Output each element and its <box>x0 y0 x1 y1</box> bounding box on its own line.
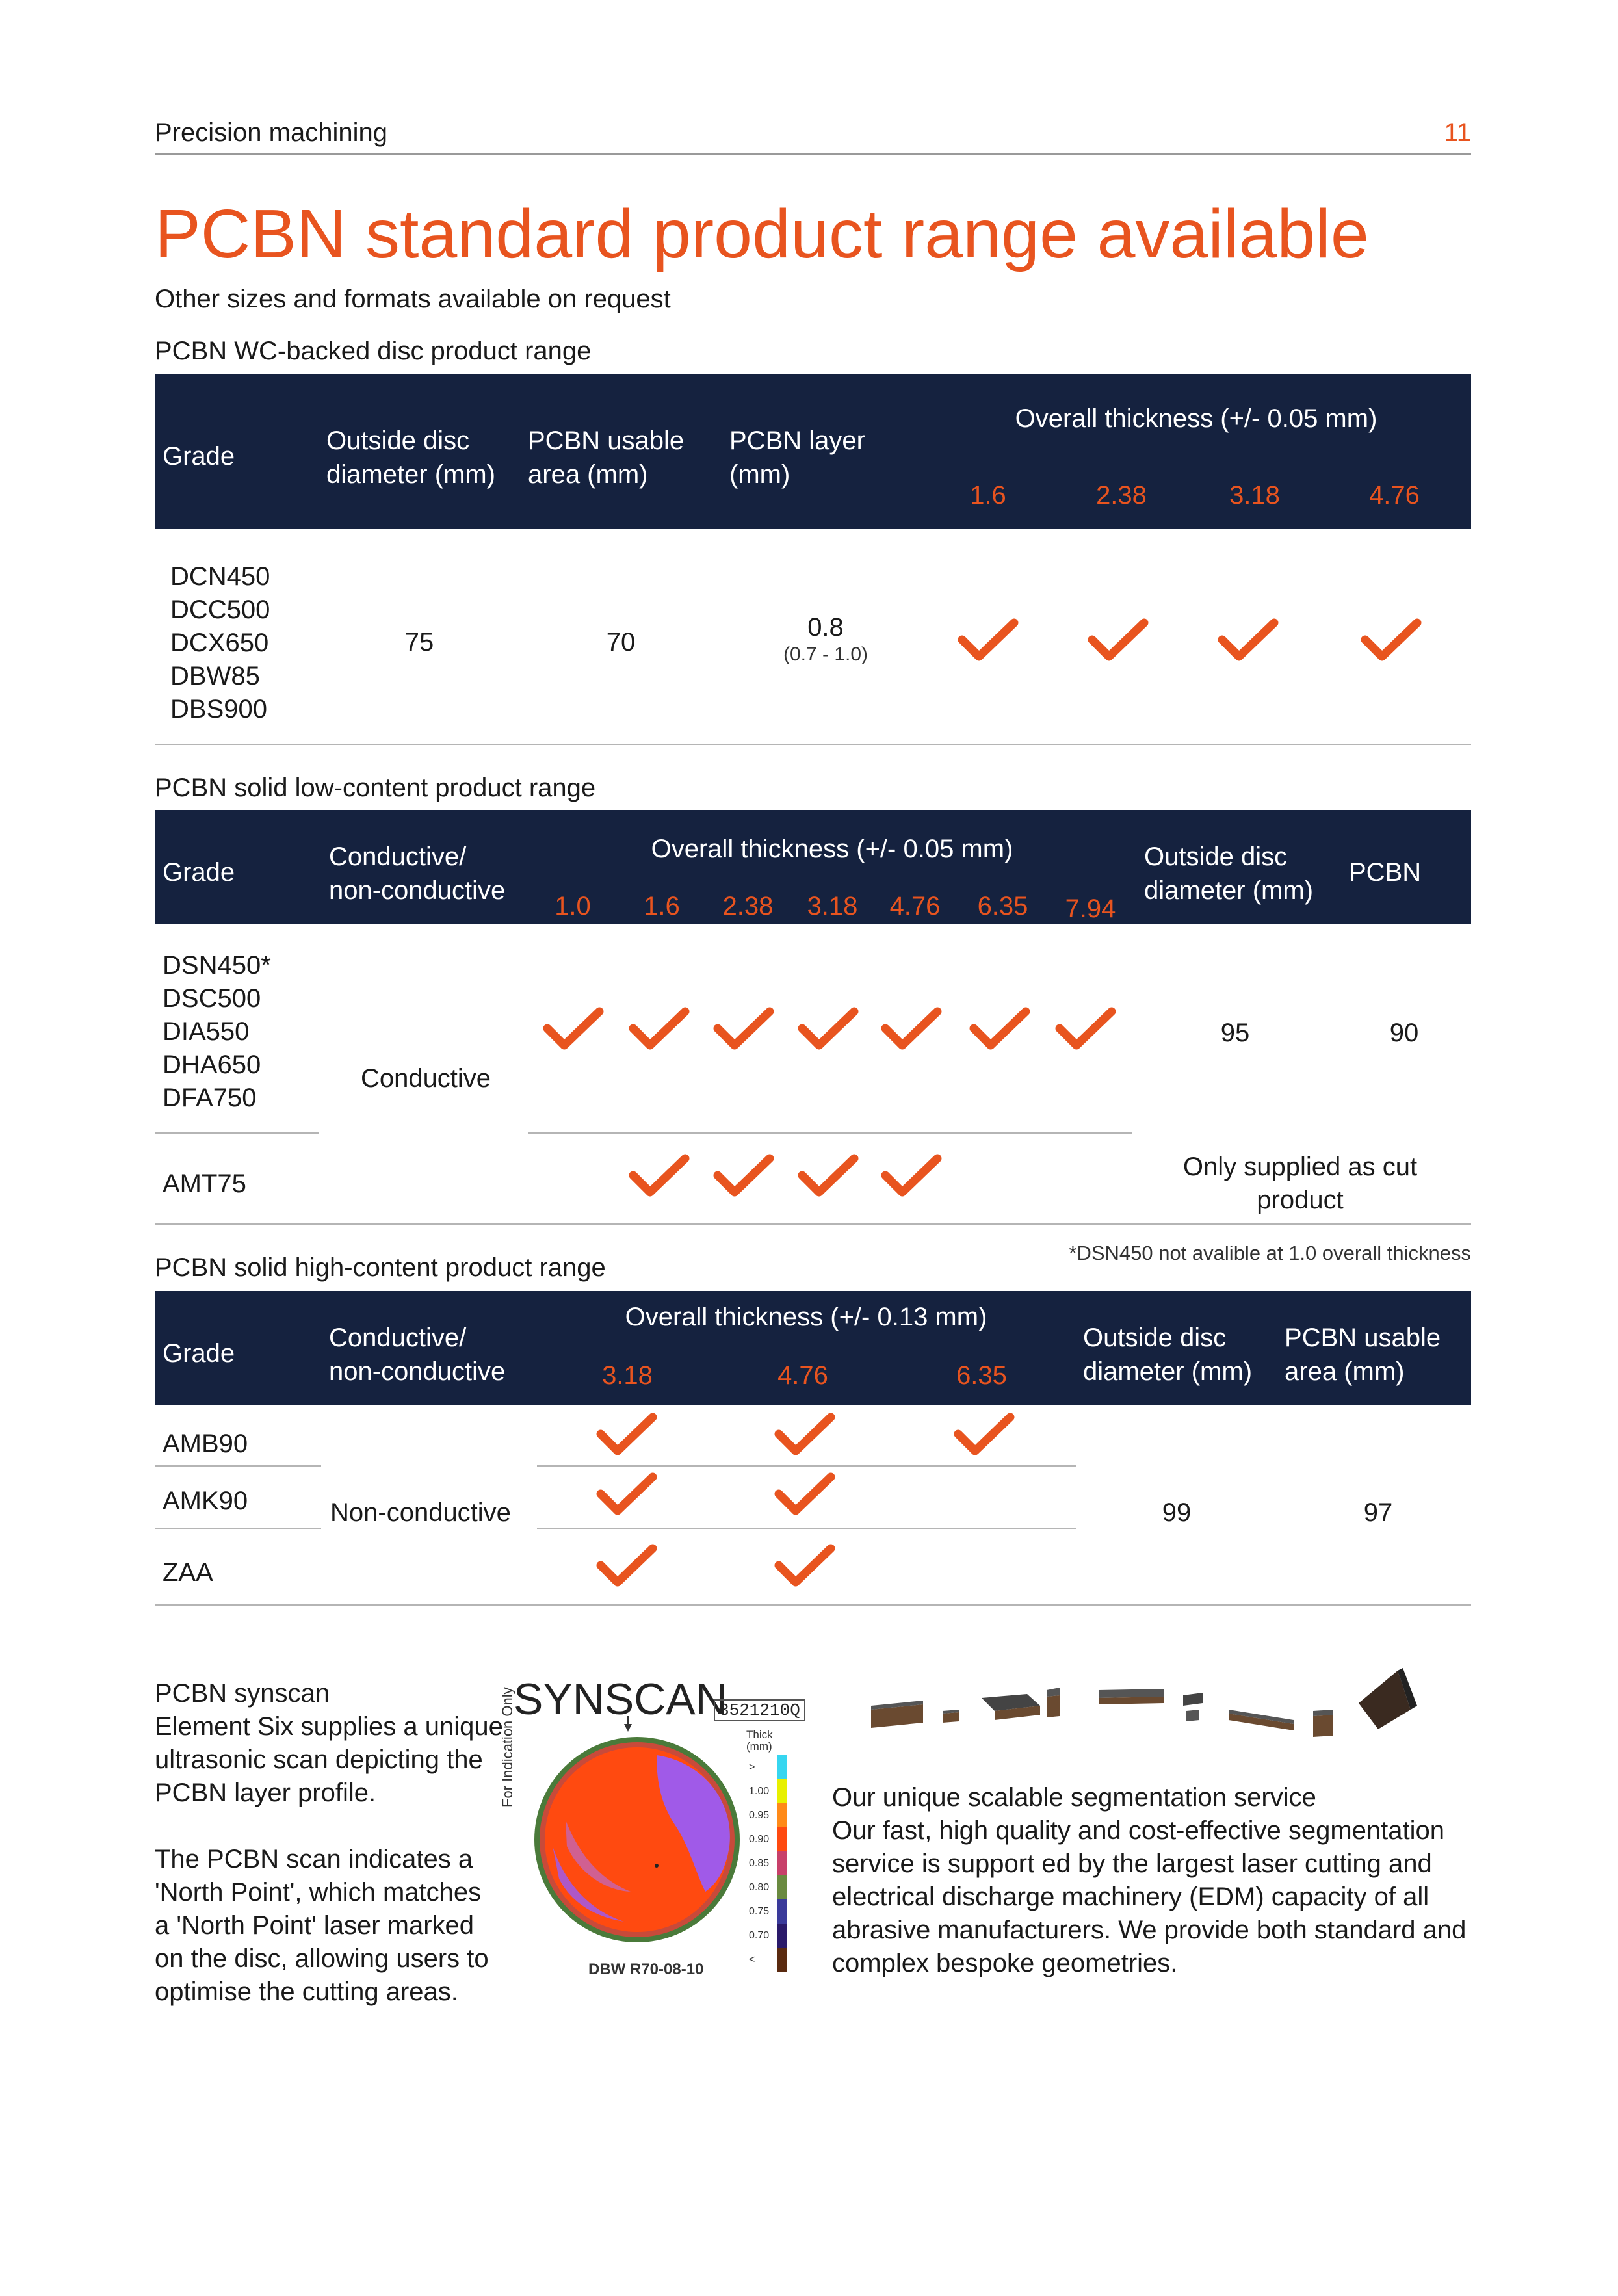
table3-col-grade: Grade <box>163 1339 235 1368</box>
table2-thickness-5: 4.76 <box>889 892 941 920</box>
synscan-image-id: 3521210Q <box>714 1699 805 1721</box>
table2-col-thickness: Overall thickness (+/- 0.05 mm) <box>651 835 1013 863</box>
check-icon <box>628 1153 690 1199</box>
table2-col-outside: Outside disc diameter (mm) <box>1144 842 1314 905</box>
page-title: PCBN standard product range available <box>155 196 1369 272</box>
table3-thickness-3: 6.35 <box>956 1361 1007 1390</box>
segmentation-paragraph: Our fast, high quality and cost-effective segmentation service is support ed by the largest laser cutting and electrical discharge machinery (EDM) capacity of all abrasive manufacturers. We provide both standard and complex bespoke geometries. <box>832 1816 1467 1977</box>
page-subtitle: Other sizes and formats available on request <box>155 285 671 313</box>
check-icon <box>774 1543 836 1589</box>
synscan-caption: DBW R70-08-10 <box>588 1961 704 1978</box>
table-row: ZAA <box>163 1558 213 1587</box>
check-icon <box>595 1412 658 1457</box>
table1-col-thickness: Overall thickness (+/- 0.05 mm) <box>1015 404 1377 433</box>
table1-layer-value: 0.8 <box>807 613 844 642</box>
table3-thickness-2: 4.76 <box>777 1361 828 1390</box>
page-number: 11 <box>1444 118 1471 147</box>
table-row: DSN450* <box>163 951 271 980</box>
check-icon <box>542 1006 605 1052</box>
table2-pcbn-value: 90 <box>1389 1019 1419 1047</box>
table2-thickness-1: 1.0 <box>555 892 591 920</box>
check-icon <box>797 1153 859 1199</box>
section-header: Precision machining <box>155 118 387 147</box>
segmentation-heading: Our unique scalable segmentation service <box>832 1783 1316 1812</box>
table2-col-conductive: Conductive/ non-conductive <box>329 842 506 905</box>
table3-bottom-rule <box>155 1604 1471 1606</box>
table-row: DCC500 <box>170 595 270 624</box>
check-icon <box>1217 618 1279 663</box>
check-icon <box>957 618 1019 663</box>
header-rule <box>155 153 1471 155</box>
synscan-scan-image <box>520 1716 754 1953</box>
check-icon <box>880 1006 943 1052</box>
check-icon <box>628 1006 690 1052</box>
table2-conductive-value: Conductive <box>360 1064 491 1093</box>
table2-row-rule <box>528 1132 1132 1134</box>
table-row: DBS900 <box>170 695 267 724</box>
check-icon <box>953 1412 1015 1457</box>
table3-row-rule <box>155 1528 321 1529</box>
table2-thickness-7: 7.94 <box>1065 894 1116 923</box>
table-row: DHA650 <box>163 1050 261 1079</box>
table3-outside-value: 99 <box>1162 1498 1192 1527</box>
synscan-legend-title: Thick (mm) <box>746 1729 773 1753</box>
table2-col-grade: Grade <box>163 858 235 887</box>
table1-thickness-3: 3.18 <box>1229 481 1280 510</box>
table-row: DCX650 <box>170 629 269 657</box>
table-row: DBW85 <box>170 662 260 690</box>
table1-outside-value: 75 <box>404 628 434 657</box>
table2-col-pcbn: PCBN <box>1349 858 1422 887</box>
table1-grades <box>170 560 270 726</box>
table3-col-thickness: Overall thickness (+/- 0.13 mm) <box>625 1303 987 1331</box>
table2-outside-value: 95 <box>1220 1019 1250 1047</box>
synscan-legend-values: > 1.00 0.95 0.90 0.85 0.80 0.75 0.70 < <box>749 1762 770 1965</box>
table3-row-rule <box>537 1528 1076 1529</box>
table1-usable-value: 70 <box>606 628 636 657</box>
table3-conductive-value: Non-conductive <box>330 1498 511 1527</box>
table3-col-usable: PCBN usable area (mm) <box>1285 1324 1441 1386</box>
table1-caption: PCBN WC-backed disc product range <box>155 337 592 365</box>
synscan-heading: PCBN synscan <box>155 1679 330 1708</box>
table2-thickness-2: 1.6 <box>644 892 680 920</box>
table2-thickness-6: 6.35 <box>977 892 1028 920</box>
table3-thickness-1: 3.18 <box>602 1361 653 1390</box>
synscan-legend-bar <box>777 1755 787 1972</box>
table3-row-rule <box>155 1465 321 1467</box>
table2-thickness-4: 3.18 <box>807 892 858 920</box>
synscan-paragraph-1: Element Six supplies a unique ultrasonic scan depicting the PCBN layer profile. <box>155 1712 503 1807</box>
table2-grades <box>163 949 271 1115</box>
table1-layer-range: (0.7 - 1.0) <box>783 644 868 665</box>
table1-bottom-rule <box>155 744 1471 745</box>
table2-amt-note: Only supplied as cut product <box>1182 1153 1418 1214</box>
table2-footnote: *DSN450 not avalible at 1.0 overall thickness <box>1069 1242 1471 1264</box>
table3-col-outside: Outside disc diameter (mm) <box>1083 1324 1253 1386</box>
table2-caption: PCBN solid low-content product range <box>155 774 596 802</box>
synscan-side-label: For Indication Only <box>499 1687 515 1807</box>
check-icon <box>774 1472 836 1517</box>
table-row: AMB90 <box>163 1429 248 1458</box>
check-icon <box>774 1412 836 1457</box>
table-row: AMK90 <box>163 1487 248 1515</box>
table2-bottom-rule <box>155 1223 1471 1225</box>
check-icon <box>969 1006 1031 1052</box>
table1-thickness-1: 1.6 <box>970 481 1006 510</box>
table1-col-layer: PCBN layer (mm) <box>729 426 865 489</box>
check-icon <box>595 1472 658 1517</box>
table3-row-rule <box>537 1465 1076 1467</box>
check-icon <box>797 1006 859 1052</box>
check-icon <box>712 1006 775 1052</box>
table3-caption: PCBN solid high-content product range <box>155 1253 606 1282</box>
synscan-paragraph-2: The PCBN scan indicates a 'North Point', which matches a 'North Point' laser marked on the disc, allowing users to optimise the cutting areas. <box>155 1845 489 2006</box>
table2-amt-grade: AMT75 <box>163 1169 246 1198</box>
table3-col-conductive: Conductive/ non-conductive <box>329 1324 506 1386</box>
check-icon <box>595 1543 658 1589</box>
table1-thickness-2: 2.38 <box>1096 481 1147 510</box>
segmented-products-image <box>845 1651 1482 1758</box>
table-row: DIA550 <box>163 1017 250 1046</box>
table1-col-usable: PCBN usable area (mm) <box>528 426 685 489</box>
check-icon <box>712 1153 775 1199</box>
table-row: DSC500 <box>163 984 261 1013</box>
check-icon <box>1054 1006 1117 1052</box>
table1-thickness-4: 4.76 <box>1369 481 1420 510</box>
table3-usable-value: 97 <box>1363 1498 1393 1527</box>
table2-row-rule <box>155 1132 319 1134</box>
table1-col-grade: Grade <box>163 442 235 471</box>
synscan-image-title: SYNSCAN <box>514 1675 727 1724</box>
table-row: DFA750 <box>163 1084 257 1112</box>
table-row: DCN450 <box>170 562 270 591</box>
table1-col-outside: Outside disc diameter (mm) <box>326 426 496 489</box>
check-icon <box>1087 618 1149 663</box>
check-icon <box>880 1153 943 1199</box>
table2-thickness-3: 2.38 <box>722 892 774 920</box>
check-icon <box>1360 618 1422 663</box>
